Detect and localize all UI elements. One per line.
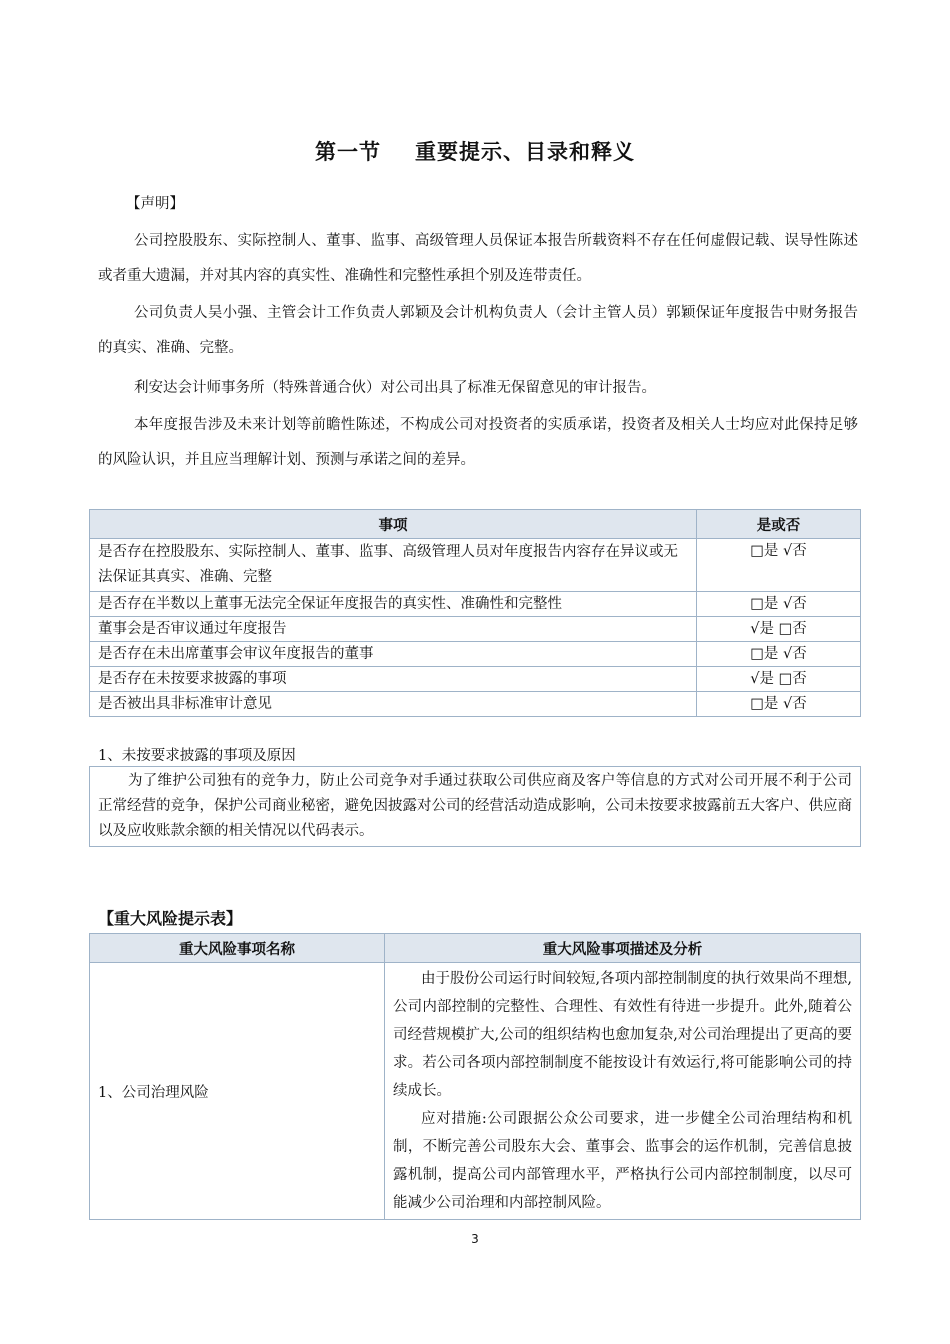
matter-answer: □是 √否 — [697, 539, 861, 592]
matters-table-header — [90, 510, 861, 539]
declaration-paragraph-4: 本年度报告涉及未来计划等前瞻性陈述，不构成公司对投资者的实质承诺，投资者及相关人士均应对此保持足够的风险认识，并且应当理解计划、预测与承诺之间的差异。 — [98, 417, 858, 468]
undisclosed-text: 为了维护公司独有的竞争力，防止公司竞争对手通过获取公司供应商及客户等信息的方式对公司开展不利于公司正常经营的竞争，保护公司商业秘密，避免因披露对公司的经营活动造成影响，公司未按要求披露前五大客户、供应商以及应收账款余额的相关情况以代码表示。 — [89, 766, 861, 847]
page-number: 3 — [471, 1232, 479, 1246]
risk-table-header — [90, 934, 861, 963]
risk-table — [89, 933, 861, 1220]
matter-item: 董事会是否审议通过年度报告 — [90, 617, 697, 642]
section-heading: 重要提示、目录和释义 — [415, 140, 635, 164]
matter-answer: □是 √否 — [697, 592, 861, 617]
declaration-paragraph-1: 公司控股股东、实际控制人、董事、监事、高级管理人员保证本报告所载资料不存在任何虚假记载、误导性陈述或者重大遗漏，并对其内容的真实性、准确性和完整性承担个别及连带责任。 — [98, 233, 858, 284]
declaration-paragraph-2: 公司负责人吴小强、主管会计工作负责人郭颖及会计机构负责人（会计主管人员）郭颖保证年度报告中财务报告的真实、准确、完整。 — [98, 305, 858, 356]
matter-item: 是否存在半数以上董事无法完全保证年度报告的真实性、准确性和完整性 — [90, 592, 697, 617]
matter-answer: □是 √否 — [697, 642, 861, 667]
matters-table — [89, 509, 861, 717]
declaration-paragraph-3: 利安达会计师事务所（特殊普通合伙）对公司出具了标准无保留意见的审计报告。 — [134, 380, 656, 396]
matter-item: 是否存在未按要求披露的事项 — [90, 667, 697, 692]
table-row — [90, 642, 861, 667]
matter-item: 是否存在未出席董事会审议年度报告的董事 — [90, 642, 697, 667]
table-row — [90, 617, 861, 642]
risk-name: 1、公司治理风险 — [90, 963, 385, 1220]
matter-answer: √是 □否 — [697, 617, 861, 642]
risk-description — [385, 963, 861, 1220]
table-row — [90, 592, 861, 617]
matter-answer: √是 □否 — [697, 667, 861, 692]
undisclosed-label: 1、未按要求披露的事项及原因 — [98, 748, 296, 764]
matter-item: 是否存在控股股东、实际控制人、董事、监事、高级管理人员对年度报告内容存在异议或无法保证其真实、准确、完整 — [90, 539, 697, 592]
risk-description-measures: 应对措施:公司跟据公众公司要求，进一步健全公司治理结构和机制，不断完善公司股东大会、董事会、监事会的运作机制，完善信息披露机制，提高公司内部管理水平，严格执行公司内部控制制度，以尽可能减少公司治理和内部控制风险。 — [393, 1111, 852, 1211]
section-title — [0, 136, 950, 166]
table-row — [90, 963, 861, 1220]
table-row — [90, 667, 861, 692]
table-row — [90, 539, 861, 592]
matter-answer: □是 √否 — [697, 692, 861, 717]
risk-header-desc: 重大风险事项描述及分析 — [385, 934, 861, 963]
risk-description-analysis: 由于股份公司运行时间较短,各项内部控制制度的执行效果尚不理想,公司内部控制的完整性、合理性、有效性有待进一步提升。此外,随着公司经营规模扩大,公司的组织结构也愈加复杂,对公司治理提出了更高的要求。若公司各项内部控制制度不能按设计有效运行,将可能影响公司的持续成长。 — [393, 971, 852, 1099]
matters-header-item: 事项 — [90, 510, 697, 539]
section-number: 第一节 — [315, 140, 381, 164]
table-row — [90, 692, 861, 717]
risk-table-title: 【重大风险提示表】 — [98, 909, 243, 928]
declaration-label: 【声明】 — [126, 196, 184, 212]
matters-header-answer: 是或否 — [697, 510, 861, 539]
matter-item: 是否被出具非标准审计意见 — [90, 692, 697, 717]
risk-header-name: 重大风险事项名称 — [90, 934, 385, 963]
